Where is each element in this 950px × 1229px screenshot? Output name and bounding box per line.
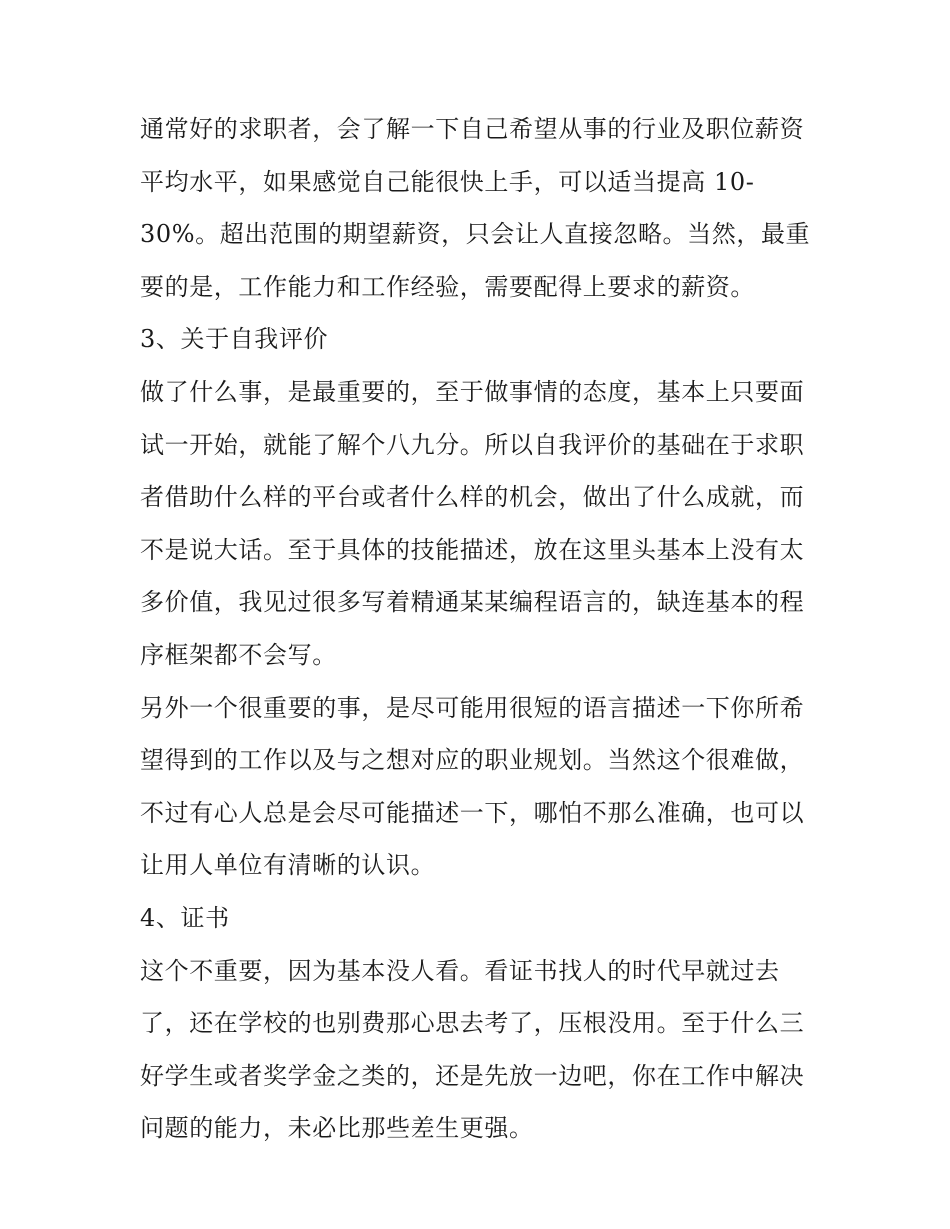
text-line: 通常好的求职者，会了解一下自己希望从事的行业及职位薪资 [140, 115, 805, 143]
text-line: 做了什么事，是最重要的，至于做事情的态度，基本上只要面 [140, 377, 805, 406]
text-line: 平均水平，如果感觉自己能很快上手，可以适当提高 10- [140, 167, 755, 196]
text-line: 序框架都不会写。 [140, 640, 337, 669]
text-line: 要的是，工作能力和工作经验，需要配得上要求的薪资。 [140, 272, 755, 301]
document-body [140, 103, 820, 1155]
text-line: 让用人单位有清晰的认识。 [140, 851, 436, 880]
text-line: 不过有心人总是会尽可能描述一下，哪怕不那么准确，也可以 [140, 798, 805, 827]
text-line: 望得到的工作以及与之想对应的职业规划。当然这个很难做， [140, 746, 805, 775]
section-heading: 4、证书 [140, 903, 230, 932]
text-line: 好学生或者奖学金之类的，还是先放一边吧，你在工作中解决 [140, 1061, 805, 1090]
text-line: 另外一个很重要的事，是尽可能用很短的语言描述一下你所希 [140, 693, 805, 722]
text-line: 多价值，我见过很多写着精通某某编程语言的，缺连基本的程 [140, 588, 805, 617]
text-line: 30%。超出范围的期望薪资，只会让人直接忽略。当然，最重 [140, 220, 811, 249]
text-line: 了，还在学校的也别费那心思去考了，压根没用。至于什么三 [140, 1009, 805, 1038]
text-line: 不是说大话。至于具体的技能描述，放在这里头基本上没有太 [140, 535, 805, 564]
text-line: 试一开始，就能了解个八九分。所以自我评价的基础在于求职 [140, 430, 805, 459]
text-line: 这个不重要，因为基本没人看。看证书找人的时代早就过去 [140, 956, 780, 985]
text-line: 者借助什么样的平台或者什么样的机会，做出了什么成就，而 [140, 483, 805, 512]
section-heading: 3、关于自我评价 [140, 325, 329, 354]
text-line: 问题的能力，未必比那些差生更强。 [140, 1114, 534, 1143]
